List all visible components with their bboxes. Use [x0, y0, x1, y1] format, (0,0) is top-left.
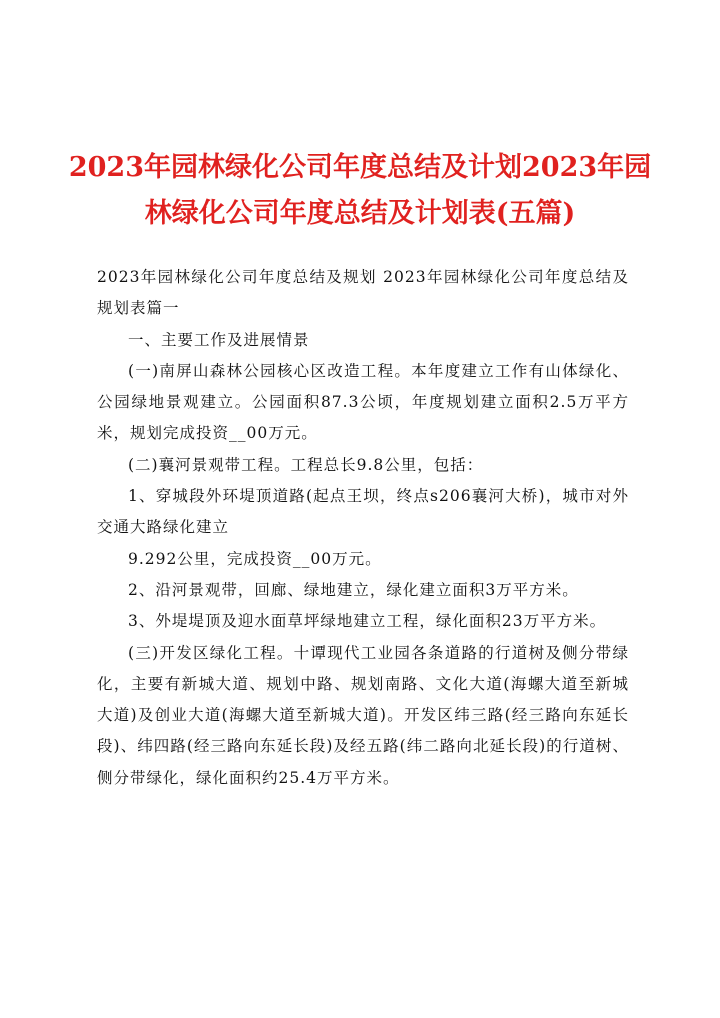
paragraph: (三)开发区绿化工程。十谭现代工业园各条道路的行道树及侧分带绿化，主要有新城大道、规划中路、规划南路、文化大道(海螺大道至新城大道)及创业大道(海螺大道至新城大道)。开发区纬三路(经三路向东延长段)、纬四路(经三路向东延长段)及经五路(纬二路向北延长段)的行道树、侧分带绿化，绿化面积约25.4万平方米。	[97, 643, 629, 787]
paragraph: 1、穿城段外环堤顶道路(起点王坝，终点s206襄河大桥)，城市对外交通大路绿化建立	[97, 487, 629, 537]
paragraph: (二)襄河景观带工程。工程总长9.8公里，包括：	[128, 455, 484, 474]
paragraph: 2023年园林绿化公司年度总结及规划 2023年园林绿化公司年度总结及规划表篇一	[97, 268, 629, 318]
paragraph: 9.292公里，完成投资__00万元。	[128, 549, 382, 568]
paragraph: 3、外堤堤顶及迎水面草坪绿地建立工程，绿化面积23万平方米。	[128, 612, 607, 631]
paragraph: 一、主要工作及进展情景	[128, 330, 310, 349]
document-body	[97, 262, 629, 794]
paragraph: (一)南屏山森林公园核心区改造工程。本年度建立工作有山体绿化、公园绿地景观建立。公园面积87.3公顷，年度规划建立面积2.5万平方米，规划完成投资__00万元。	[97, 361, 629, 443]
paragraph: 2、沿河景观带，回廊、绿地建立，绿化建立面积3万平方米。	[128, 580, 579, 599]
document-title: 2023年园林绿化公司年度总结及计划2023年园林绿化公司年度总结及计划表(五篇)	[68, 152, 652, 229]
